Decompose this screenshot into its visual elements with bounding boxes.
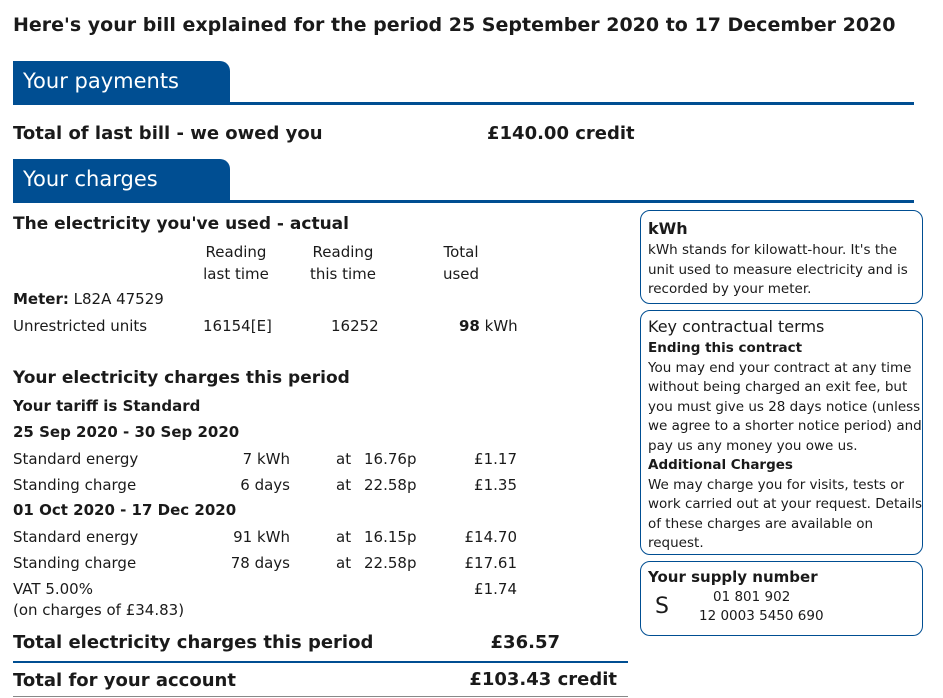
charge-row-amount: £1.17 [474,450,517,468]
charge-row-name: Standard energy [13,450,139,468]
charges-tab-label: Your charges [23,167,158,191]
contract-terms-body [648,339,922,554]
charge-row-rate: 22.58p [364,476,417,494]
meter-label: Meter: [13,290,69,308]
terms-line: work carried out at your request. Details [648,496,923,512]
bottom-divider [13,696,628,697]
tariff-label: Your tariff is Standard [13,397,201,415]
vat-amount: £1.74 [474,580,517,598]
meter-number: L82A 47529 [73,290,164,308]
charge-row-qty: 6 days [240,476,290,494]
period-1-label: 25 Sep 2020 - 30 Sep 2020 [13,423,240,441]
period-charges-heading: Your electricity charges this period [13,368,350,388]
kwh-box-title: kWh [648,219,688,238]
kwh-box-line: recorded by your meter. [648,281,812,297]
charge-row-name: Standard energy [13,528,139,546]
charge-row-name: Standing charge [13,476,137,494]
ending-contract-title: Ending this contract [648,340,803,356]
terms-line: without being charged an exit fee, but [648,379,908,395]
col-reading-this-2: this time [309,265,377,283]
charge-row-amount: £1.35 [474,476,517,494]
terms-line: of these charges are available on [648,515,874,532]
payments-section-tab [13,61,230,103]
charge-row-at: at [336,554,352,572]
total-used-number: 98 [459,317,480,335]
charge-row-amount: £14.70 [464,528,517,546]
col-total-used-1: Total [443,243,479,261]
supply-number-top: 01 801 902 [713,589,791,605]
contract-terms-title: Key contractual terms [648,317,825,336]
supply-number-title: Your supply number [648,568,818,586]
terms-line: we agree to a shorter notice period) and [648,418,922,434]
supply-number-bottom: 12 0003 5450 690 [699,608,824,624]
kwh-box-line: kWh stands for kilowatt-hour. It's the [648,242,897,258]
period-2-label: 01 Oct 2020 - 17 Dec 2020 [13,501,237,519]
reading-this-value: 16252 [331,317,379,335]
charges-section-tab [13,159,230,201]
reading-last-value: 16154[E] [203,317,272,335]
total-used-unit: kWh [484,317,518,335]
kwh-box-body [648,241,908,300]
total-account-value: £103.43 credit [469,669,617,690]
col-total-used-2: used [442,265,480,283]
charge-row-name: Standing charge [13,554,137,572]
col-reading-last-2: last time [203,265,269,283]
charge-row-at: at [336,476,352,494]
last-bill-label: Total of last bill - we owed you [13,123,323,144]
total-used-value [459,317,518,335]
charge-row-qty: 78 days [230,554,290,572]
col-reading-last-1: Reading [205,243,267,261]
additional-charges-title: Additional Charges [648,457,793,473]
payments-rule [13,102,914,105]
meter-row [13,290,164,308]
charge-row-rate: 16.15p [364,528,417,546]
charge-row-at: at [336,528,352,546]
col-reading-this-1: Reading [312,243,374,261]
vat-note: (on charges of £34.83) [13,601,185,619]
supply-letter: S [655,594,669,619]
charge-row-at: at [336,450,352,468]
page-title: Here's your bill explained for the period 25 September 2020 to 17 December 2020 [13,14,896,36]
usage-heading: The electricity you've used - actual [13,214,349,234]
terms-line: pay us any money you owe us. [648,437,858,454]
charges-rule [13,200,914,203]
total-account-label: Total for your account [13,670,236,691]
last-bill-value: £140.00 credit [487,123,635,144]
terms-line: you must give us 28 days notice (unless [648,398,921,415]
charge-row-qty: 7 kWh [242,450,290,468]
terms-line: You may end your contract at any time [648,359,912,376]
vat-label: VAT 5.00% [13,580,93,598]
total-period-label: Total electricity charges this period [13,632,374,653]
units-label: Unrestricted units [13,317,148,335]
charge-row-rate: 22.58p [364,554,417,572]
kwh-info-box [640,210,923,304]
total-divider [13,661,628,663]
contract-terms-box [640,310,923,555]
kwh-box-line: unit used to measure electricity and is [648,261,908,278]
terms-line: We may charge you for visits, tests or [648,476,905,493]
charge-row-rate: 16.76p [364,450,417,468]
payments-tab-label: Your payments [23,69,179,93]
charge-row-amount: £17.61 [464,554,517,572]
supply-number-box [640,561,923,636]
terms-line: request. [648,535,704,551]
total-period-value: £36.57 [490,632,560,653]
charge-row-qty: 91 kWh [233,528,290,546]
